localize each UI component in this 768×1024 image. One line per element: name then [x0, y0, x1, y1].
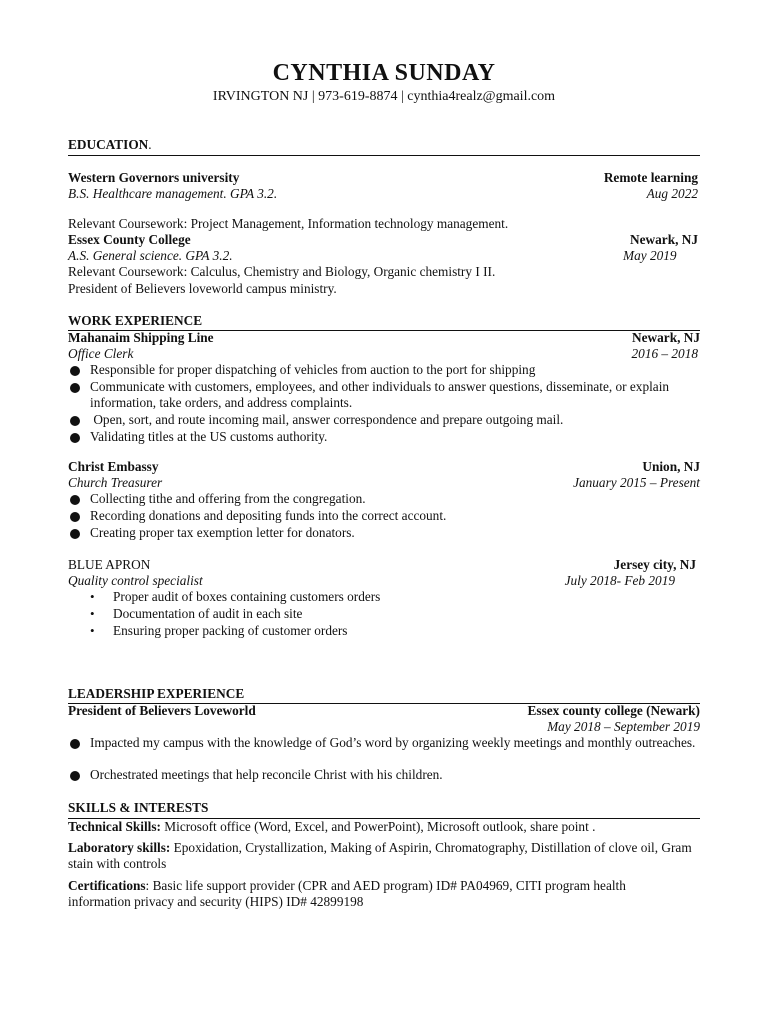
bullet-icon — [70, 495, 80, 505]
job-2-bullet-1: Collecting tithe and offering from the congregation. — [90, 491, 366, 506]
technical-skills: Technical Skills: Microsoft office (Word, Excel, and PowerPoint), Microsoft outlook, share point . — [68, 819, 596, 834]
bullet-icon — [70, 383, 80, 393]
bullet-icon: • — [90, 606, 95, 621]
bullet-icon — [70, 529, 80, 539]
job-1-bullet-2: Communicate with customers, employees, and other individuals to answer questions, disseminate, or explain information, take orders, and address complaints. — [90, 379, 670, 410]
job-3-bullet-2: Documentation of audit in each site — [113, 606, 303, 621]
leadership-bullet-1: Impacted my campus with the knowledge of God’s word by organizing weekly meetings and monthly outreaches. — [90, 735, 696, 750]
bullet-icon: • — [90, 589, 95, 604]
bullet-icon — [70, 512, 80, 522]
edu-school-1: Western Governors university — [68, 170, 240, 185]
edu-date-2: May 2019 — [623, 248, 677, 263]
edu-degree-2: A.S. General science. GPA 3.2. — [68, 248, 233, 263]
contact-line: IRVINGTON NJ | 973-619-8874 | cynthia4realz@gmail.com — [212, 89, 556, 104]
job-location-3: Jersey city, NJ — [613, 557, 696, 572]
job-3-bullet-3: Ensuring proper packing of customer orders — [113, 623, 348, 638]
edu-coursework-1: Relevant Coursework: Project Management, Information technology management. — [68, 216, 509, 231]
skills-heading: SKILLS & INTERESTS — [68, 800, 209, 815]
edu-activity-2: President of Believers loveworld campus ministry. — [68, 281, 337, 296]
job-employer-3: BLUE APRON — [68, 557, 151, 572]
education-heading: EDUCATION. — [68, 137, 152, 152]
education-rule — [68, 155, 700, 156]
job-2-bullet-2: Recording donations and depositing funds into the correct account. — [90, 508, 447, 523]
leadership-bullet-2: Orchestrated meetings that help reconcile Christ with his children. — [90, 767, 443, 782]
bullet-icon — [70, 366, 80, 376]
job-title-3: Quality control specialist — [68, 573, 203, 588]
job-2-bullet-3: Creating proper tax exemption letter for donators. — [90, 525, 355, 540]
resume-name: CYNTHIA SUNDAY — [272, 60, 496, 86]
edu-location-2: Newark, NJ — [630, 232, 698, 247]
work-heading: WORK EXPERIENCE — [68, 313, 203, 328]
certifications: Certifications: Basic life support provider (CPR and AED program) ID# PA04969, CITI program health information privacy and security (HIPS) ID# 42899198 — [68, 878, 626, 909]
bullet-icon — [70, 771, 80, 781]
job-1-bullet-3: Open, sort, and route incoming mail, answer correspondence and prepare outgoing mail. — [90, 412, 564, 427]
job-date-3: July 2018- Feb 2019 — [564, 573, 675, 588]
job-1-bullet-1: Responsible for proper dispatching of vehicles from auction to the port for shipping — [90, 362, 536, 377]
bullet-icon: • — [90, 623, 95, 638]
job-date-1: 2016 – 2018 — [631, 346, 698, 361]
leadership-date: May 2018 – September 2019 — [547, 719, 700, 734]
leadership-heading: LEADERSHIP EXPERIENCE — [68, 686, 245, 701]
job-employer-2: Christ Embassy — [68, 459, 159, 474]
edu-coursework-2: Relevant Coursework: Calculus, Chemistry and Biology, Organic chemistry I II. — [68, 264, 496, 279]
job-location-1: Newark, NJ — [632, 330, 700, 345]
job-employer-1: Mahanaim Shipping Line — [68, 330, 214, 345]
job-3-bullet-1: Proper audit of boxes containing customers orders — [113, 589, 381, 604]
edu-location-1: Remote learning — [603, 170, 698, 185]
bullet-icon — [70, 416, 80, 426]
edu-date-1: Aug 2022 — [646, 186, 698, 201]
edu-degree-1: B.S. Healthcare management. GPA 3.2. — [68, 186, 278, 201]
job-title-2: Church Treasurer — [68, 475, 163, 490]
leadership-location: Essex county college (Newark) — [527, 703, 700, 718]
job-location-2: Union, NJ — [642, 459, 700, 474]
job-1-bullet-4: Validating titles at the US customs authority. — [90, 429, 328, 444]
bullet-icon — [70, 433, 80, 443]
job-date-2: January 2015 – Present — [573, 475, 700, 490]
laboratory-skills: Laboratory skills: Epoxidation, Crystallization, Making of Aspirin, Chromatography, Distillation of clove oil, Gram stain with controls — [68, 840, 692, 871]
job-title-1: Office Clerk — [68, 346, 134, 361]
leadership-role: President of Believers Loveworld — [68, 703, 256, 718]
edu-school-2: Essex County College — [68, 232, 191, 247]
bullet-icon — [70, 739, 80, 749]
